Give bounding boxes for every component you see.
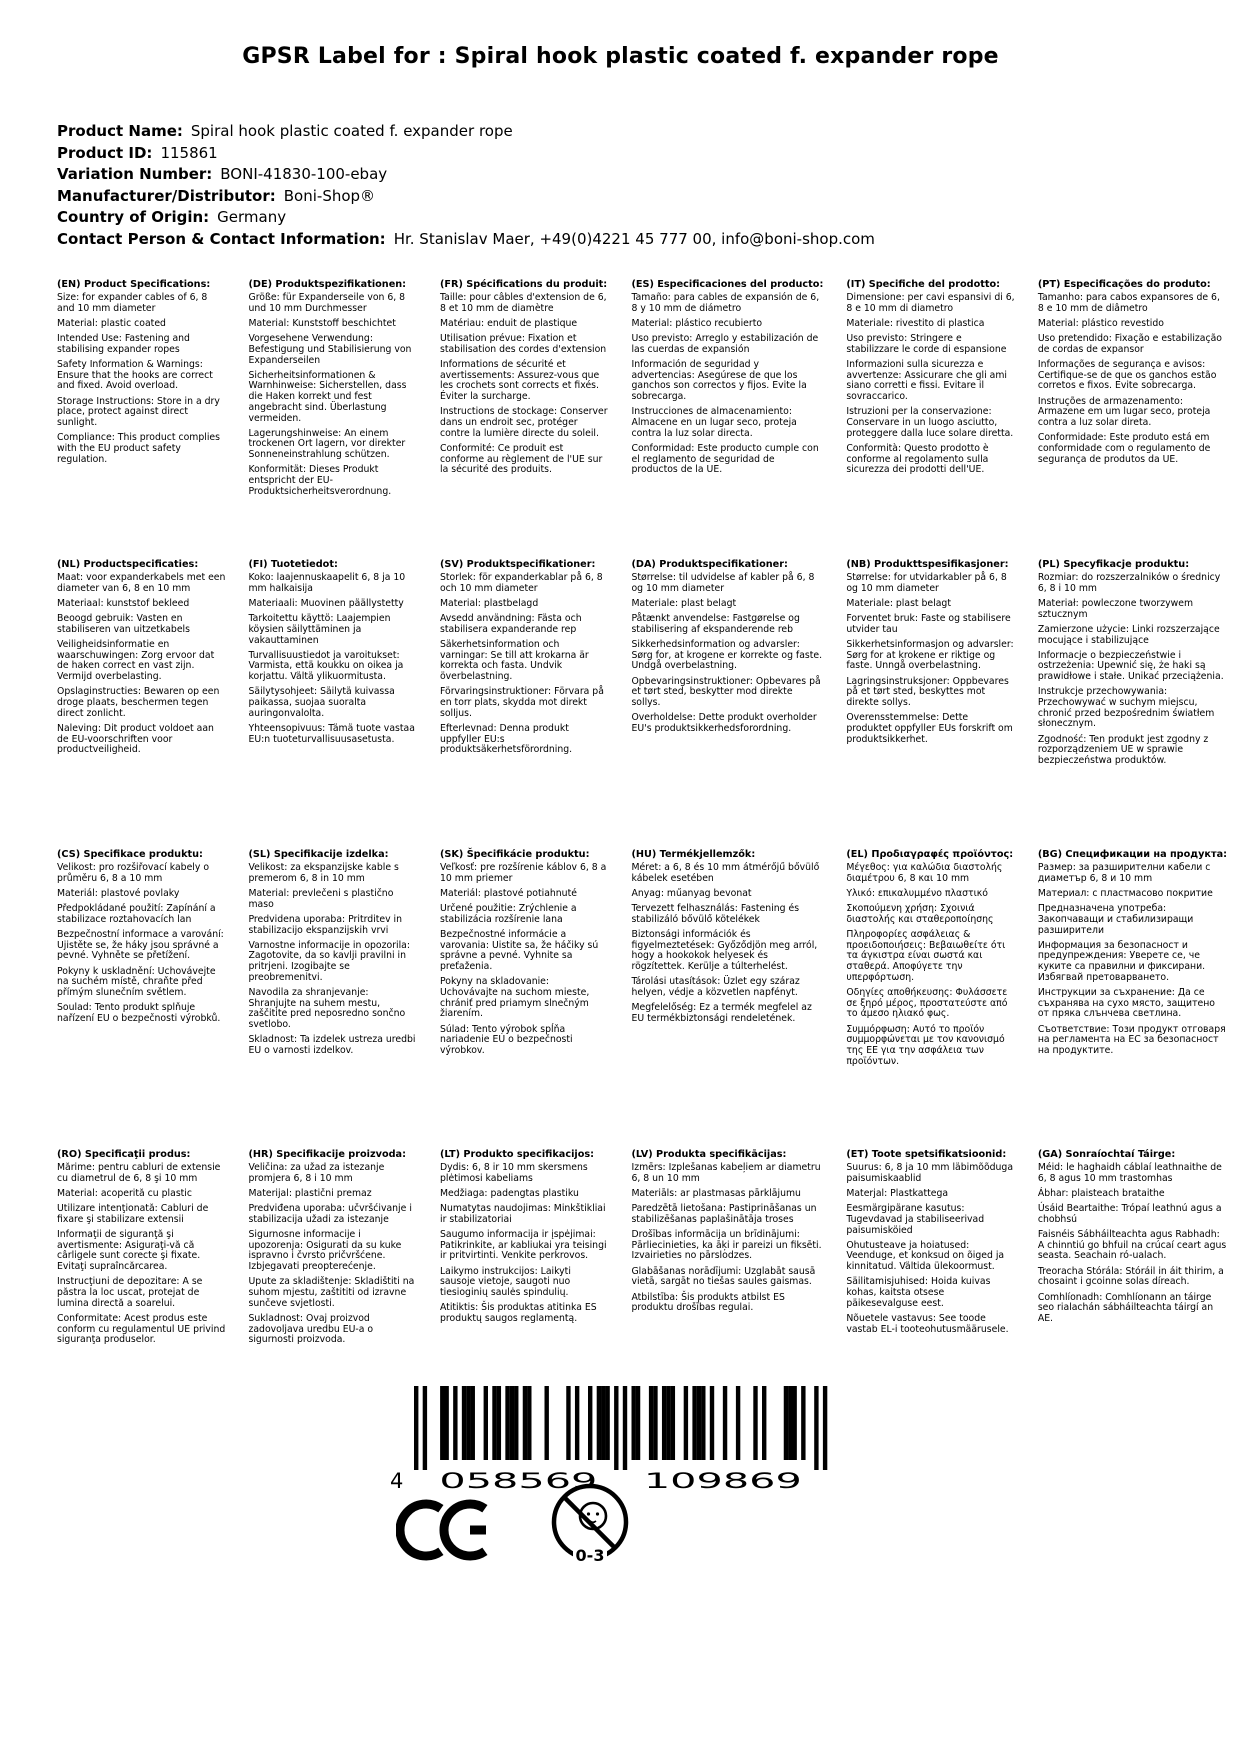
spec-paragraph: Förvaringsinstruktioner: Förvara på en torr plats, skydda mot direkt solljus.: [439, 686, 604, 719]
spec-paragraph: Atbilstība: Šis produkts atbilst ES produktu drošības regulai.: [631, 1291, 785, 1314]
spec-paragraph: Instrukcje przechowywania: Przechowywać w suchym miejscu, chronić przed bezpośrednim światłem słonecznym.: [1037, 686, 1215, 730]
spec-block-es: [631, 279, 823, 559]
spec-heading: (PL) Specyfikacje produktu:: [1037, 559, 1190, 570]
spec-paragraph: Μέγεθος: για καλώδια διαστολής διαμέτρου 6, 8 και 10 mm: [846, 862, 1003, 884]
spec-paragraph: Maat: voor expanderkabels met een diameter van 6, 8 en 10 mm: [57, 572, 226, 594]
spec-paragraph: Säkerhetsinformation och varningar: Se till att krokarna är korrekta och fasta. Undvik överbelastning.: [439, 639, 589, 683]
spec-heading: (SV) Produktspecifikationer:: [439, 559, 596, 570]
spec-paragraph: Glabāšanas norādījumi: Uzglabāt sausā vietā, sargāt no tiešas saules gaismas.: [631, 1265, 816, 1288]
spec-block-lt: [440, 1149, 608, 1350]
spec-heading: (HU) Termékjellemzők:: [631, 849, 756, 860]
spec-paragraph: Yhteensopivuus: Tämä tuote vastaa EU:n tuoteturvallisuusasetusta.: [248, 722, 415, 745]
spec-block-en: [57, 279, 225, 559]
spec-heading: (CS) Specifikace produktu:: [57, 849, 203, 860]
product-info: [57, 121, 875, 251]
spec-paragraph: Συμμόρφωση: Αυτό το προϊόν συμμορφώνεται με τον κανονισμό της ΕΕ για την ασφάλεια των προϊόντων.: [846, 1023, 1005, 1067]
spec-paragraph: Faisnéis Sábháilteachta agus Rabhadh: A chinntiú go bhfuil na crúcaí ceart agus seasta. Seachain ró-ualach.: [1037, 1229, 1227, 1262]
spec-paragraph: Conformidad: Este producto cumple con el reglamento de seguridad de productos de la UE.: [631, 442, 819, 476]
spec-paragraph: Paredzētā lietošana: Pastiprināšanas un stabilizēšanas paplašinātāja troses: [631, 1203, 817, 1225]
spec-paragraph: Turvallisuustiedot ja varoitukset: Varmista, että koukku on oikea ja korjattu. Vältä ylikuormitusta.: [248, 649, 404, 683]
spec-paragraph: Conformité: Ce produit est conforme au règlement de l'UE sur la sécurité des produits.: [439, 442, 603, 476]
spec-heading: (RO) Specificaţii produs:: [57, 1149, 191, 1160]
spec-block-sk: [440, 849, 608, 1149]
spec-block-da: [631, 559, 823, 849]
spec-paragraph: Určené použitie: Zrýchlenie a stabilizácia rozšírenie lana: [439, 903, 577, 925]
product-name-line: [57, 121, 875, 143]
spec-paragraph: Zamierzone użycie: Linki rozszerzające mocujące i stabilizujące: [1037, 623, 1220, 646]
spec-paragraph: Instruções de armazenamento: Armazene em um lugar seco, proteja contra a luz solar direta.: [1037, 395, 1211, 429]
spec-paragraph: Opbevaringsinstruktioner: Opbevares på et tørt sted, beskytter mod direkte sollys.: [631, 675, 821, 709]
spec-paragraph: Материал: с пластмасово покритие: [1037, 888, 1213, 900]
spec-paragraph: Размер: за разширителни кабели с диаметър 6, 8 и 10 mm: [1037, 862, 1211, 884]
spec-paragraph: Drošības informācija un brīdinājumi: Pārliecinieties, ka āķi ir pareizi un fiksēti. Izvairieties no pārslodzes.: [631, 1229, 822, 1262]
spec-heading: (NL) Productspecificaties:: [57, 559, 199, 570]
product-id-line: [57, 143, 875, 165]
spec-paragraph: Vorgesehene Verwendung: Befestigung und Stabilisierung von Expanderseilen: [248, 333, 412, 366]
spec-paragraph: Intended Use: Fastening and stabilising expander ropes: [57, 333, 190, 355]
spec-block-sl: [248, 849, 417, 1149]
spec-paragraph: Bezpečnostní informace a varování: Ujistěte se, že háky jsou správné a pevné. Vyhněte se přetížení.: [57, 929, 224, 962]
spec-paragraph: Informazioni sulla sicurezza e avvertenze: Assicurare che gli ami siano corretti e fissi. Evitare il sovraccarico.: [846, 359, 1007, 403]
spec-paragraph: Nõuetele vastavus: See toode vastab EL-i tooteohutusmäärusele.: [846, 1312, 1009, 1335]
spec-paragraph: Compliance: This product complies with the EU product safety regulation.: [57, 432, 220, 465]
spec-paragraph: Material: plástico recubierto: [631, 318, 763, 330]
spec-paragraph: Tamaño: para cables de expansión de 6, 8 y 10 mm de diámetro: [631, 292, 820, 314]
spec-paragraph: Saugumo informacija ir įspėjimai: Patikrinkite, ar kabliukai yra teisingi ir pritvirtinti. Venkite perkrovos.: [439, 1229, 607, 1262]
spec-paragraph: Overholdelse: Dette produkt overholder EU's produktsikkerhedsforordning.: [631, 712, 817, 734]
spec-block-bg: [1038, 849, 1227, 1149]
spec-paragraph: Предназначена употреба: Закопчаващи и стабилизиращи разширители: [1037, 903, 1194, 936]
spec-paragraph: Πληροφορίες ασφάλειας & προειδοποιήσεις: Βεβαιωθείτε ότι τα άγκιστρα είναι σωστά και σταθερά. Αποφύγετε την υπερφόρτωση.: [846, 929, 1006, 983]
barcode-digits: 109869: [643, 1469, 802, 1492]
spec-paragraph: Materiale: plast belagt: [631, 598, 737, 610]
spec-paragraph: Materijal: plastični premaz: [248, 1188, 372, 1200]
field-label: Product ID:: [57, 143, 153, 162]
field-value: Spiral hook plastic coated f. expander rope: [190, 122, 513, 140]
spec-block-lv: [631, 1149, 823, 1350]
spec-paragraph: Materiāls: ar plastmasas pārklājumu: [631, 1188, 801, 1200]
contact-line: [57, 229, 875, 251]
spec-paragraph: Konformität: Dieses Produkt entspricht der EU-Produktsicherheitsverordnung.: [248, 464, 392, 497]
spec-paragraph: Uso previsto: Arreglo y estabilización de las cuerdas de expansión: [631, 333, 819, 355]
variation-number-line: [57, 164, 875, 186]
spec-block-de: [248, 279, 417, 559]
spec-heading: (DE) Produktspezifikationen:: [248, 279, 407, 290]
field-value: Boni-Shop®: [283, 186, 376, 205]
spec-paragraph: Größe: für Expanderseile von 6, 8 und 10 mm Durchmesser: [248, 292, 406, 314]
spec-paragraph: Veličina: za užad za istezanje promjera 6, 8 i 10 mm: [248, 1162, 385, 1184]
spec-block-hr: [248, 1149, 417, 1350]
spec-paragraph: Informações de segurança e avisos: Certifique-se de que os ganchos estão corretos e fixos. Evite sobrecarga.: [1037, 359, 1217, 392]
spec-paragraph: Materiál: plastové potiahnuté: [439, 888, 577, 900]
spec-block-ga: [1038, 1149, 1227, 1350]
spec-paragraph: Opslaginstructies: Bewaren op een droge plaats, beschermen tegen direct zonlicht.: [57, 686, 220, 719]
spec-block-cs: [57, 849, 225, 1149]
spec-paragraph: Velikost: za ekspanzijske kable s premerom 6, 8 in 10 mm: [248, 862, 399, 884]
spec-block-nl: [57, 559, 225, 849]
spec-paragraph: Sikkerhedsinformation og advarsler: Sørg for, at krogene er korrekte og faste. Undgå overbelastning.: [631, 639, 823, 672]
spec-block-sv: [440, 559, 608, 849]
spec-paragraph: Lagringsinstruksjoner: Oppbevares på et tørt sted, beskyttes mot direkte sollys.: [846, 675, 1009, 709]
spec-paragraph: Dimensione: per cavi espansivi di 6, 8 e 10 mm di diametro: [846, 292, 1015, 314]
spec-grid: [57, 279, 1227, 1350]
spec-paragraph: Säilitamisjuhised: Hoida kuivas kohas, kaitsta otsese päikesevalguse eest.: [846, 1276, 991, 1309]
spec-paragraph: Informaţii de siguranţă şi avertismente: Asiguraţi-vă că cârligele sunt corecte şi fixate. Evitaţi supraîncărcarea.: [57, 1229, 201, 1273]
spec-paragraph: Информация за безопасност и предупреждения: Уверете се, че куките са правилни и фиксирани. Избягвай претоварването.: [1037, 939, 1206, 983]
spec-heading: (NB) Produkttspesifikasjoner:: [846, 559, 1009, 570]
spec-paragraph: Avsedd användning: Fästa och stabilisera expanderande rep: [439, 613, 582, 635]
spec-paragraph: Súlad: Tento výrobok spĺňa nariadenie EÚ o bezpečnosti výrobkov.: [439, 1023, 573, 1056]
spec-paragraph: Taille: pour câbles d'extension de 6, 8 et 10 mm de diamètre: [439, 292, 607, 314]
spec-paragraph: Laikymo instrukcijos: Laikyti sausoje vietoje, saugoti nuo tiesioginių saulės spindulių.: [439, 1265, 571, 1299]
spec-paragraph: Instructions de stockage: Conserver dans un endroit sec, protéger contre la lumière directe du soleil.: [439, 406, 608, 439]
spec-paragraph: Material: plastic coated: [57, 318, 166, 330]
spec-paragraph: Size: for expander cables of 6, 8 and 10 mm diameter: [57, 292, 208, 314]
spec-paragraph: Materiał: powleczone tworzywem sztucznym: [1037, 598, 1194, 620]
spec-paragraph: Suurus: 6, 8 ja 10 mm läbimõõduga paisumiskaablid: [846, 1162, 1014, 1184]
spec-paragraph: Conformità: Questo prodotto è conforme al regolamento sulla sicurezza dei prodotti dell'UE.: [846, 442, 989, 476]
spec-paragraph: Úsáid Beartaithe: Trópaí leathnú agus a chobhsú: [1037, 1203, 1222, 1225]
age-warning-label: 0-3: [575, 1546, 605, 1565]
spec-paragraph: Sikkerhetsinformasjon og advarsler: Sørg for at krokene er riktige og faste. Unngå overbelastning.: [846, 639, 1014, 672]
spec-paragraph: Megfelelőség: Ez a termék megfelel az EU termékbiztonsági rendeletének.: [631, 1002, 812, 1024]
spec-paragraph: Medžiaga: padengtas plastiku: [439, 1188, 579, 1200]
spec-paragraph: Koko: laajennuskaapelit 6, 8 ja 10 mm halkaisija: [248, 572, 406, 594]
spec-block-ro: [57, 1149, 225, 1350]
field-label: Variation Number:: [57, 165, 213, 184]
spec-paragraph: Instrucciones de almacenamiento: Almacene en un lugar seco, proteja contra la luz solar directa.: [631, 406, 797, 439]
spec-block-hu: [631, 849, 823, 1149]
spec-heading: (SK) Špecifikácie produktu:: [439, 849, 590, 860]
spec-paragraph: Σκοπούμενη χρήση: Σχοινιά διαστολής και σταθεροποίησης: [846, 903, 994, 925]
spec-block-fi: [248, 559, 417, 849]
spec-paragraph: Material: plástico revestido: [1037, 318, 1164, 330]
spec-paragraph: Material: plastbelagd: [439, 598, 539, 610]
spec-paragraph: Overensstemmelse: Dette produktet oppfyller EUs forskrift om produktsikkerhet.: [846, 712, 1013, 745]
spec-block-et: [846, 1149, 1015, 1350]
spec-paragraph: Treoracha Stórála: Stóráil in áit thirim, a chosaint i gcoinne solas díreach.: [1037, 1265, 1224, 1288]
spec-paragraph: Safety Information & Warnings: Ensure that the hooks are correct and fixed. Avoid overload.: [57, 359, 213, 392]
spec-heading: (GA) Sonraíochtaí Táirge:: [1037, 1149, 1176, 1160]
spec-heading: (ET) Toote spetsifikatsioonid:: [846, 1149, 1007, 1160]
spec-paragraph: Tárolási utasítások: Üzlet egy száraz helyen, védje a közvetlen napfényt.: [631, 976, 800, 999]
spec-paragraph: Rozmiar: do rozszerzalników o średnicy 6, 8 i 10 mm: [1037, 572, 1221, 594]
spec-paragraph: Navodila za shranjevanje: Shranjujte na suhem mestu, zaščitite pred neposredno sončno svetlobo.: [248, 987, 406, 1031]
spec-heading: (HR) Specifikacije proizvoda:: [248, 1149, 406, 1160]
spec-block-nb: [846, 559, 1015, 849]
spec-paragraph: Zgodność: Ten produkt jest zgodny z rozporządzeniem UE w sprawie bezpieczeństwa produktów.: [1037, 733, 1209, 766]
spec-paragraph: Biztonsági információk és figyelmeztetések: Győződjön meg arról, hogy a hookokok helyesek és rögzítettek. Kerülje a túlterhelést.: [631, 929, 818, 973]
spec-paragraph: Información de seguridad y advertencias: Asegúrese de que los ganchos son correctos y fijos. Evite la sobrecarga.: [631, 359, 807, 403]
spec-paragraph: Upute za skladištenje: Skladištiti na suhom mjestu, zaštititi od izravne sunčeve svjetlosti.: [248, 1276, 415, 1309]
field-label: Country of Origin:: [57, 208, 210, 227]
spec-paragraph: Materiale: plast belagt: [846, 598, 951, 610]
spec-paragraph: Soulad: Tento produkt splňuje nařízení EU o bezpečnosti výrobků.: [57, 1002, 221, 1024]
spec-paragraph: Veľkosť: pre rozšírenie káblov 6, 8 a 10 mm priemer: [439, 862, 607, 884]
spec-block-fr: [440, 279, 608, 559]
spec-heading: (EL) Προδιαγραφές προϊόντος:: [846, 849, 1014, 860]
spec-paragraph: Storlek: för expanderkablar på 6, 8 och 10 mm diameter: [439, 572, 603, 594]
age-warning-icon: [546, 1477, 634, 1571]
spec-paragraph: Conformitate: Acest produs este conform cu regulamentul UE privind siguranţa produselor.: [57, 1312, 226, 1346]
spec-paragraph: Atitiktis: Šis produktas atitinka ES produktų saugos reglamentą.: [439, 1302, 597, 1324]
manufacturer-line: [57, 186, 875, 208]
spec-paragraph: Comhlíonadh: Comhlíonann an táirge seo rialachán sábháilteachta táirgí an AE.: [1037, 1291, 1214, 1324]
spec-paragraph: Material: Kunststoff beschichtet: [248, 318, 396, 330]
spec-paragraph: Säilytysohjeet: Säilytä kuivassa paikassa, suojaa suoralta auringonvalolta.: [248, 686, 395, 719]
spec-paragraph: Méret: a 6, 8 és 10 mm átmérőjű bővülő kábelek esetében: [631, 862, 820, 884]
spec-paragraph: Tamanho: para cabos expansores de 6, 8 e 10 mm de diâmetro: [1037, 292, 1220, 314]
spec-paragraph: Instrucţiuni de depozitare: A se păstra la loc uscat, protejat de lumina directă a soarelui.: [57, 1276, 203, 1309]
spec-paragraph: Velikost: pro rozšiřovací kabely o průměru 6, 8 a 10 mm: [57, 862, 210, 884]
spec-paragraph: Съответствие: Този продукт отговаря на регламента на ЕС за безопасност на продуктите.: [1037, 1023, 1226, 1056]
country-of-origin-line: [57, 207, 875, 229]
spec-paragraph: Skladnost: Ta izdelek ustreza uredbi EU o varnosti izdelkov.: [248, 1034, 416, 1056]
spec-paragraph: Påtænkt anvendelse: Fastgørelse og stabilisering af ekspanderende reb: [631, 613, 800, 635]
spec-paragraph: Dydis: 6, 8 ir 10 mm skersmens plėtimosi kabeliams: [439, 1162, 588, 1184]
spec-paragraph: Pokyny na skladovanie: Uchovávajte na suchom mieste, chrániť pred priamym slnečným žiarením.: [439, 976, 590, 1020]
spec-block-it: [846, 279, 1015, 559]
spec-paragraph: Lagerungshinweise: An einem trockenen Ort lagern, vor direkter Sonneneinstrahlung schützen.: [248, 427, 406, 461]
spec-paragraph: Størrelse: for utvidarkabler på 6, 8 og 10 mm diameter: [846, 572, 1007, 594]
field-value: Germany: [217, 208, 287, 227]
spec-paragraph: Uso previsto: Stringere e stabilizzare le corde di espansione: [846, 333, 1007, 355]
spec-paragraph: Beoogd gebruik: Vasten en stabiliseren van uitzetkabels: [57, 613, 190, 635]
spec-heading: (ES) Especificaciones del producto:: [631, 279, 824, 290]
spec-paragraph: Eesmärgipärane kasutus: Tugevdavad ja stabiliseerivad paisumisköied: [846, 1203, 985, 1236]
spec-paragraph: Materiale: rivestito di plastica: [846, 318, 985, 330]
spec-heading: (SL) Specifikacije izdelka:: [248, 849, 389, 860]
barcode-digits: 4: [390, 1469, 404, 1492]
spec-heading: (LT) Produkto specifikacijos:: [439, 1149, 595, 1160]
spec-paragraph: Sicherheitsinformationen & Warnhinweise: Sicherstellen, dass die Haken korrekt und fest angebracht sind. Überlastung vermeiden.: [248, 369, 407, 424]
spec-block-pt: [1038, 279, 1227, 559]
spec-paragraph: Pokyny k uskladnění: Uchovávejte na suchém místě, chraňte před přímým slunečním světlem.: [57, 965, 216, 999]
spec-paragraph: Varnostne informacije in opozorila: Zagotovite, da so kavlji pravilni in pritrjeni. Izogibajte se preobremenitvi.: [248, 939, 411, 983]
spec-paragraph: Sukladnost: Ovaj proizvod zadovoljava uredbu EU-a o sigurnosti proizvoda.: [248, 1312, 374, 1346]
spec-paragraph: Mărime: pentru cabluri de extensie cu diametrul de 6, 8 şi 10 mm: [57, 1162, 221, 1184]
spec-heading: (PT) Especificações do produto:: [1037, 279, 1211, 290]
spec-paragraph: Bezpečnostné informácie a varovania: Uistite sa, že háčiky sú správne a pevné. Vyhnite sa preťaženia.: [439, 929, 599, 973]
spec-paragraph: Méid: le haghaidh cáblaí leathnaithe de 6, 8 agus 10 mm trastomhas: [1037, 1162, 1222, 1184]
field-label: Manufacturer/Distributor:: [57, 186, 276, 205]
spec-paragraph: Veiligheidsinformatie en waarschuwingen: Zorg ervoor dat de haken correct en vast zijn. Vermijd overbelasting.: [57, 639, 215, 683]
spec-paragraph: Tervezett felhasználás: Fastening és stabilizáló bővülő kötelékek: [631, 903, 800, 925]
spec-paragraph: Storage Instructions: Store in a dry place, protect against direct sunlight.: [57, 395, 220, 429]
spec-paragraph: Numatytas naudojimas: Minkštikliai ir stabilizatoriai: [439, 1203, 606, 1225]
spec-paragraph: Efterlevnad: Denna produkt uppfyller EU:s produktsäkerhetsförordning.: [439, 722, 573, 756]
spec-paragraph: Informacje o bezpieczeństwie i ostrzeżenia: Upewnić się, że haki są prawidłowe i stałe. Unikać przeciążenia.: [1037, 649, 1224, 683]
spec-paragraph: Material: prevlečeni s plastično maso: [248, 888, 394, 910]
spec-paragraph: Conformidade: Este produto está em conformidade com o regulamento de segurança de produtos da UE.: [1037, 432, 1211, 465]
barcode-digits: 058569: [439, 1469, 598, 1492]
spec-paragraph: Naleving: Dit product voldoet aan de EU-voorschriften voor productveiligheid.: [57, 722, 214, 756]
spec-paragraph: Materiaali: Muovinen päällystetty: [248, 598, 404, 610]
spec-paragraph: Předpokládané použití: Zapínání a stabilizace roztahovacích lan: [57, 903, 216, 925]
spec-heading: (EN) Product Specifications:: [57, 279, 211, 290]
spec-paragraph: Informations de sécurité et avertissements: Assurez-vous que les crochets sont corrects et fixés. Éviter la surcharge.: [439, 359, 600, 403]
field-value: Hr. Stanislav Maer, +49(0)4221 45 777 00, info@boni-shop.com: [393, 229, 875, 248]
spec-paragraph: Matériau: enduit de plastique: [439, 318, 578, 330]
spec-paragraph: Størrelse: til udvidelse af kabler på 6, 8 og 10 mm diameter: [631, 572, 815, 594]
spec-paragraph: Materiaal: kunststof bekleed: [57, 598, 190, 610]
spec-paragraph: Ohutusteave ja hoiatused: Veenduge, et konksud on õiged ja kinnitatud. Vältida ülekoormust.: [846, 1239, 1005, 1273]
spec-paragraph: Инструкции за съхранение: Да се съхранява на сухо място, защитено от пряка слънчева светлина.: [1037, 987, 1215, 1020]
field-value: BONI-41830-100-ebay: [220, 165, 388, 184]
spec-heading: (FI) Tuotetiedot:: [248, 559, 338, 570]
spec-paragraph: Utilizare intenţionată: Cabluri de fixare şi stabilizare extensii: [57, 1203, 209, 1225]
spec-paragraph: Izmērs: Izplešanas kabeļiem ar diametru 6, 8 un 10 mm: [631, 1162, 821, 1184]
spec-paragraph: Predvidena uporaba: Pritrditev in stabilizacijo ekspanzijskih vrvi: [248, 913, 403, 936]
field-label: Product Name:: [57, 122, 183, 140]
spec-heading: (FR) Spécifications du produit:: [439, 279, 608, 290]
spec-paragraph: Predviđena uporaba: učvršćivanje i stabilizacija užadi za istezanje: [248, 1203, 412, 1225]
spec-paragraph: Forventet bruk: Faste og stabilisere utvider tau: [846, 613, 1011, 635]
spec-paragraph: Materjal: Plastkattega: [846, 1188, 949, 1200]
spec-block-pl: [1038, 559, 1227, 849]
spec-paragraph: Anyag: műanyag bevonat: [631, 888, 752, 900]
spec-heading: (IT) Specifiche del prodotto:: [846, 279, 1001, 290]
spec-paragraph: Istruzioni per la conservazione: Conservare in un luogo asciutto, proteggere dalla luce solare diretta.: [846, 406, 1014, 439]
spec-paragraph: Material: acoperită cu plastic: [57, 1188, 193, 1200]
spec-heading: (BG) Спецификации на продукта:: [1037, 849, 1227, 860]
spec-paragraph: Υλικό: επικαλυμμένο πλαστικό: [846, 888, 988, 900]
spec-paragraph: Ábhar: plaisteach brataithe: [1037, 1188, 1165, 1200]
spec-paragraph: Materiál: plastové povlaky: [57, 888, 180, 900]
spec-paragraph: Utilisation prévue: Fixation et stabilisation des cordes d'extension: [439, 333, 607, 355]
spec-block-el: [846, 849, 1015, 1149]
spec-heading: (LV) Produkta specifikācijas:: [631, 1149, 787, 1160]
spec-heading: (DA) Produktspecifikationer:: [631, 559, 788, 570]
field-value: 115861: [160, 143, 218, 162]
spec-paragraph: Tarkoitettu käyttö: Laajempien köysien säilyttäminen ja vakauttaminen: [248, 613, 391, 646]
ce-mark-icon: [396, 1498, 500, 1562]
page-title: GPSR Label for : Spiral hook plastic coated f. expander rope: [242, 44, 999, 69]
field-label: Contact Person & Contact Information:: [57, 229, 386, 248]
spec-paragraph: Sigurnosne informacije i upozorenja: Osigurati da su kuke ispravno i čvrsto pričvršćene. Izbjegavati preopterećenje.: [248, 1229, 402, 1273]
spec-paragraph: Uso pretendido: Fixação e estabilização de cordas de expansor: [1037, 333, 1222, 355]
spec-paragraph: Οδηγίες αποθήκευσης: Φυλάσσετε σε ξηρό μέρος, προστατεύστε από το άμεσο ηλιακό φως.: [846, 987, 1008, 1020]
